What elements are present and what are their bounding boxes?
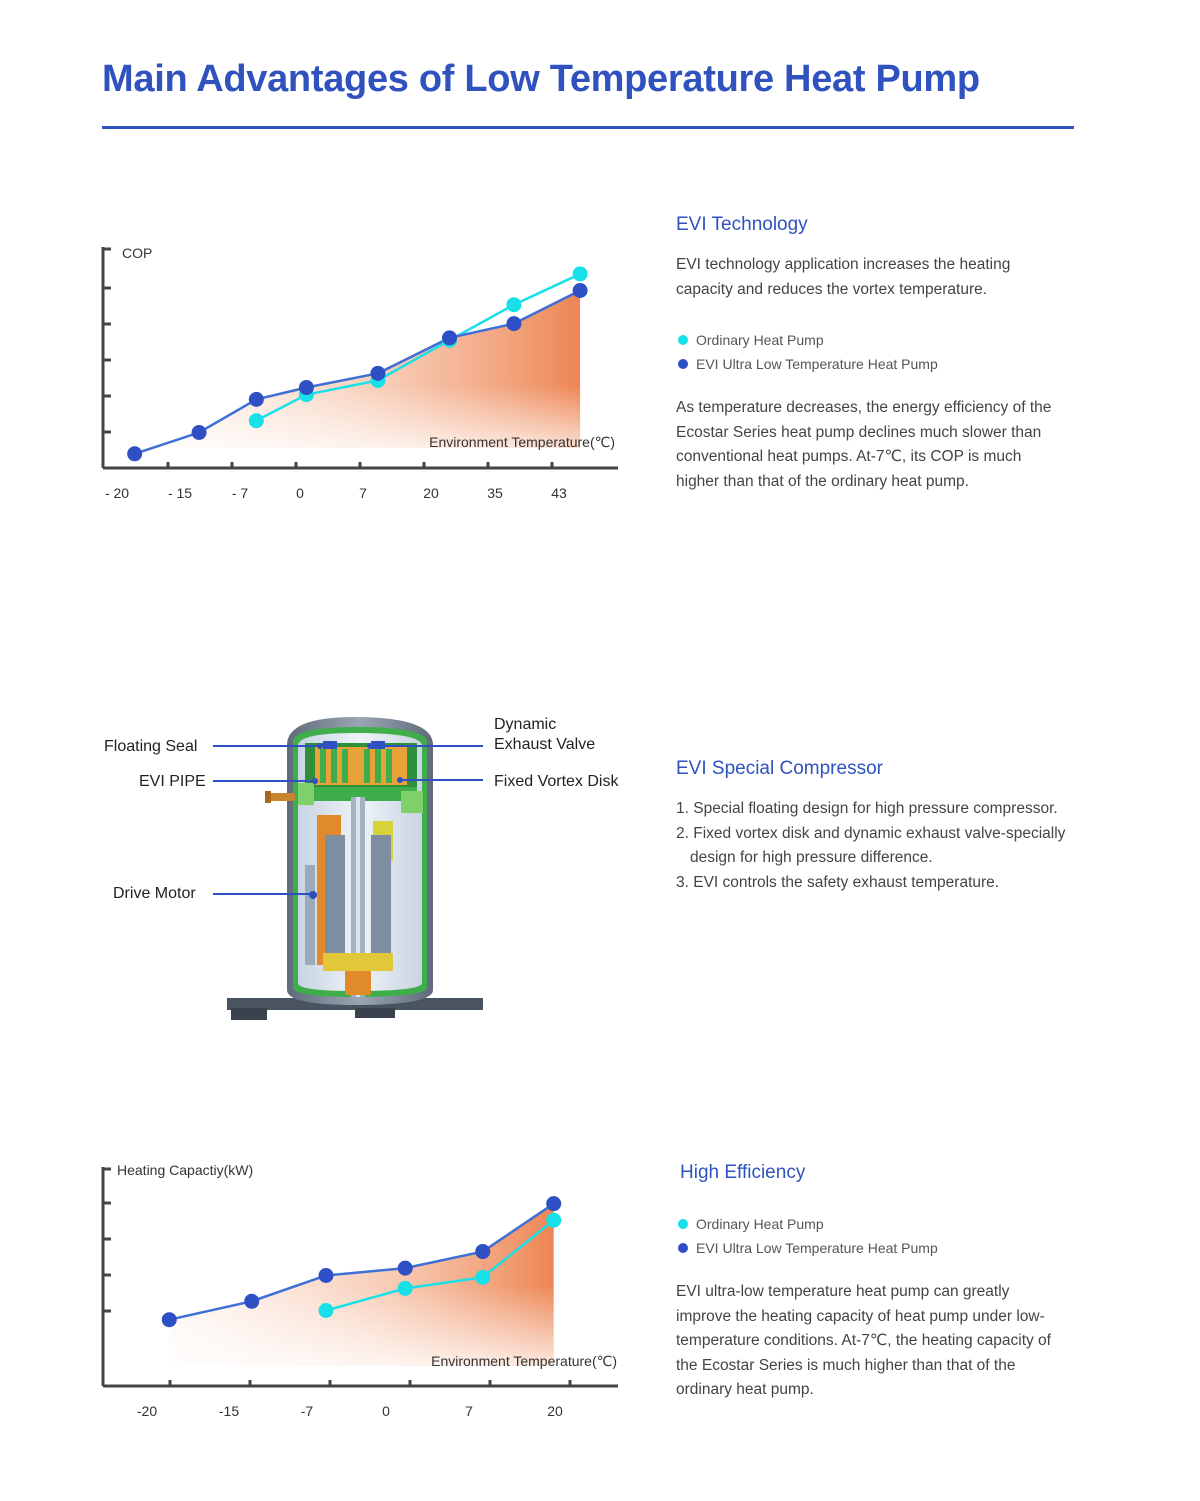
legend-label: Ordinary Heat Pump xyxy=(696,1216,824,1232)
legend-item-ordinary xyxy=(678,1212,938,1236)
x-tick-label: 7 xyxy=(465,1403,473,1419)
legend-label: EVI Ultra Low Temperature Heat Pump xyxy=(696,356,938,372)
label-drive-motor: Drive Motor xyxy=(113,885,196,902)
ordinary-data-point xyxy=(573,266,588,281)
list-item: design for high pressure difference. xyxy=(690,849,933,866)
cop-x-label: Environment Temperature(℃) xyxy=(429,434,615,450)
x-tick-label: -7 xyxy=(300,1403,314,1419)
legend-item-ordinary xyxy=(678,328,938,352)
evi-data-point xyxy=(249,392,264,407)
x-tick-label: 7 xyxy=(359,485,367,501)
legend-item-evi xyxy=(678,1236,938,1260)
blue-dot-icon xyxy=(678,1243,688,1253)
ordinary-data-point xyxy=(506,297,521,312)
evi-data-point xyxy=(442,330,457,345)
evi-technology-title: EVI Technology xyxy=(676,214,808,235)
evi-data-point xyxy=(244,1294,259,1309)
evi-data-point xyxy=(299,380,314,395)
label-dynamic: Dynamic xyxy=(494,716,557,733)
x-tick-label: - 7 xyxy=(231,485,249,501)
cop-chart xyxy=(90,235,640,515)
evi-data-point xyxy=(546,1196,561,1211)
ordinary-data-point xyxy=(398,1281,413,1296)
blue-dot-icon xyxy=(678,359,688,369)
label-evi-pipe: EVI PIPE xyxy=(139,773,206,790)
x-tick-label: 35 xyxy=(487,485,503,501)
evi-data-point xyxy=(319,1268,334,1283)
high-efficiency-title: High Efficiency xyxy=(680,1162,806,1183)
page-title: Main Advantages of Low Temperature Heat Pump xyxy=(102,58,980,100)
legend-item-evi xyxy=(678,352,938,376)
x-tick-label: -20 xyxy=(136,1403,158,1419)
label-floating-seal: Floating Seal xyxy=(104,738,198,755)
title-divider xyxy=(102,126,1074,129)
x-tick-label: - 20 xyxy=(104,485,130,501)
evi-technology-body: As temperature decreases, the energy efficiency of the Ecostar Series heat pump declines much slower than conventional heat pumps. At-7℃, its COP is much higher than that of the ordinary heat pump. xyxy=(676,399,1052,490)
legend-label: Ordinary Heat Pump xyxy=(696,332,824,348)
x-tick-label: 20 xyxy=(547,1403,563,1419)
x-tick-label: 43 xyxy=(551,485,567,501)
evi-data-point xyxy=(475,1244,490,1259)
evi-technology-intro: EVI technology application increases the heating capacity and reduces the vortex temperature. xyxy=(676,256,1011,298)
x-tick-label: 0 xyxy=(296,485,304,501)
evi-data-point xyxy=(370,366,385,381)
cyan-dot-icon xyxy=(678,335,688,345)
cop-area-fade xyxy=(90,385,640,470)
compressor-leader-lines xyxy=(205,720,495,910)
high-efficiency-body: EVI ultra-low temperature heat pump can greatly improve the heating capacity of heat pump under low-temperature conditions. At-7℃, the heating capacity of the Ecostar Series is much higher than that of the ordinary heat pump. xyxy=(676,1283,1051,1398)
capacity-y-label: Heating Capactiy(kW) xyxy=(117,1162,254,1178)
evi-data-point xyxy=(506,316,521,331)
heating-capacity-chart xyxy=(90,1155,640,1425)
ordinary-data-point xyxy=(475,1270,490,1285)
label-fixed-vortex-disk: Fixed Vortex Disk xyxy=(494,773,619,790)
capacity-x-label: Environment Temperature(℃) xyxy=(431,1353,617,1369)
cop-legend xyxy=(678,328,938,376)
evi-data-point xyxy=(573,283,588,298)
list-item: 2. Fixed vortex disk and dynamic exhaust valve-specially xyxy=(676,824,1066,842)
evi-data-point xyxy=(192,425,207,440)
capacity-legend xyxy=(678,1212,938,1260)
x-tick-label: 0 xyxy=(382,1403,390,1419)
list-item: 3. EVI controls the safety exhaust temperature. xyxy=(676,873,1000,891)
evi-data-point xyxy=(127,446,142,461)
capacity-tick-labels xyxy=(137,1403,563,1419)
evi-data-point xyxy=(162,1312,177,1327)
cop-tick-labels xyxy=(105,485,567,501)
x-tick-label: -15 xyxy=(218,1403,240,1419)
ordinary-data-point xyxy=(546,1213,561,1228)
legend-label: EVI Ultra Low Temperature Heat Pump xyxy=(696,1240,938,1256)
evi-compressor-list xyxy=(676,797,1086,895)
evi-data-point xyxy=(398,1261,413,1276)
x-tick-label: - 15 xyxy=(167,485,193,501)
label-exhaust-valve: Exhaust Valve xyxy=(494,736,596,753)
cyan-dot-icon xyxy=(678,1219,688,1229)
ordinary-data-point xyxy=(249,413,264,428)
evi-compressor-title: EVI Special Compressor xyxy=(676,758,883,779)
cop-y-label: COP xyxy=(122,245,153,261)
list-item: 1. Special floating design for high pressure compressor. xyxy=(676,800,1058,817)
ordinary-data-point xyxy=(319,1303,334,1318)
x-tick-label: 20 xyxy=(423,485,439,501)
